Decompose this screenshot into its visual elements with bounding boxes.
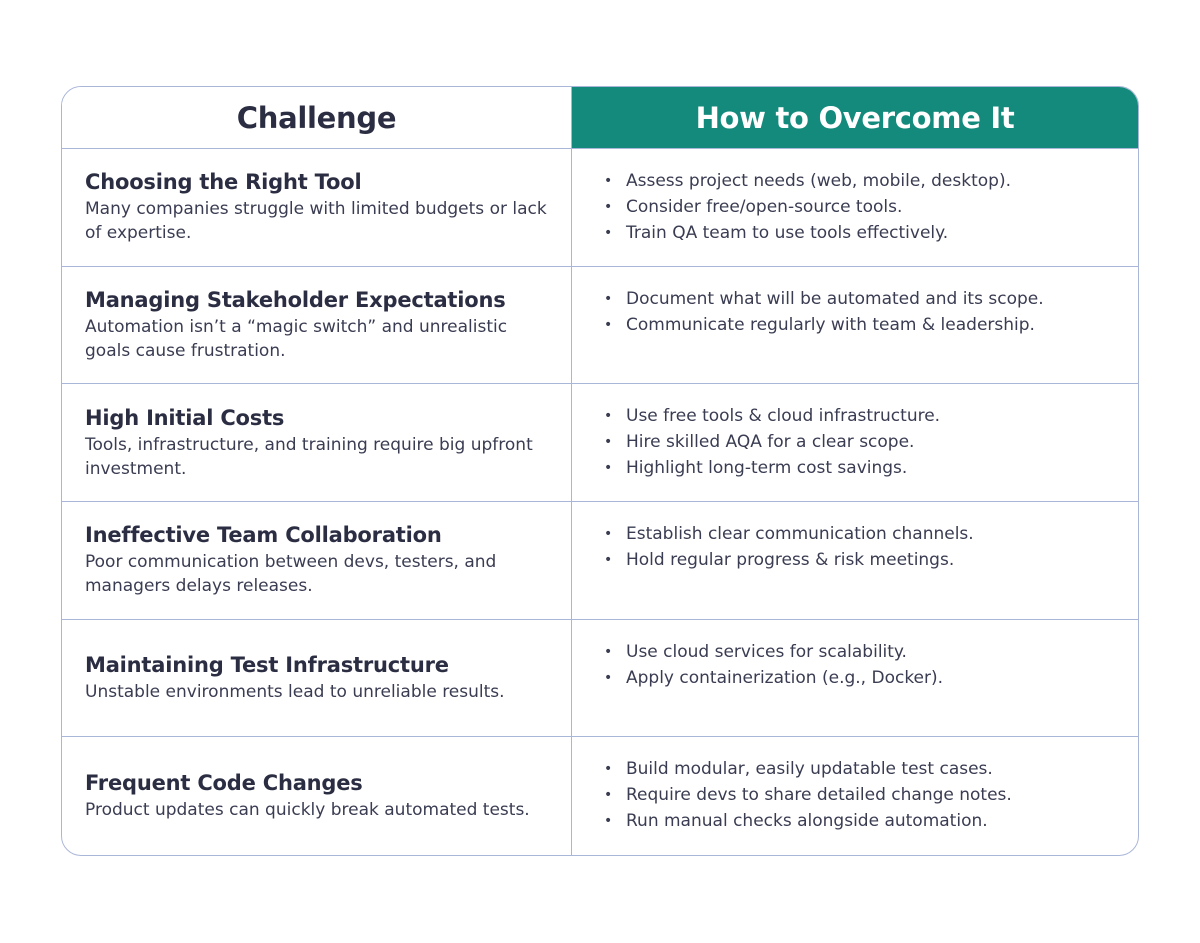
solution-item	[604, 455, 1118, 481]
challenge-title: High Initial Costs	[85, 405, 285, 430]
solution-list	[604, 521, 1118, 573]
solution-item	[604, 639, 1118, 665]
challenge-cell	[62, 149, 572, 267]
bullet-icon: •	[604, 434, 613, 451]
solution-item	[604, 168, 1118, 194]
solution-text: Require devs to share detailed change notes.	[626, 785, 1012, 806]
solution-list	[604, 639, 1118, 691]
challenge-description: Automation isn’t a “magic switch” and unrealistic goals cause frustration.	[85, 316, 508, 361]
challenge-cell	[62, 384, 572, 502]
challenge-cell	[62, 502, 572, 620]
solution-list	[604, 403, 1118, 481]
solution-text: Highlight long-term cost savings.	[626, 458, 908, 479]
solution-item	[604, 782, 1118, 808]
challenge-description: Many companies struggle with limited budgets or lack of expertise.	[85, 199, 547, 244]
bullet-icon: •	[604, 643, 613, 660]
bullet-icon: •	[604, 813, 613, 830]
solution-cell	[572, 502, 1138, 620]
solution-item	[604, 547, 1118, 573]
challenge-description: Product updates can quickly break automated tests.	[85, 800, 530, 821]
solution-item	[604, 286, 1118, 312]
challenge-description: Poor communication between devs, testers, and managers delays releases.	[85, 552, 497, 597]
challenge-title: Choosing the Right Tool	[85, 170, 362, 195]
solution-text: Assess project needs (web, mobile, desktop).	[626, 171, 1011, 191]
solution-cell	[572, 384, 1138, 502]
bullet-icon: •	[604, 669, 613, 686]
column-header-solution: How to Overcome It	[572, 87, 1138, 149]
challenge-cell	[62, 737, 572, 855]
solution-item	[604, 665, 1118, 691]
challenge-title: Managing Stakeholder Expectations	[85, 287, 506, 312]
solution-item	[604, 429, 1118, 455]
solution-cell	[572, 267, 1138, 385]
column-header-challenge: Challenge	[62, 87, 572, 149]
bullet-icon: •	[604, 408, 613, 425]
solution-item	[604, 403, 1118, 429]
bullet-icon: •	[604, 225, 613, 241]
solution-list	[604, 168, 1118, 246]
solution-list	[604, 756, 1118, 834]
challenge-title: Ineffective Team Collaboration	[85, 523, 442, 548]
solution-cell	[572, 620, 1138, 738]
solution-text: Consider free/open-source tools.	[626, 197, 903, 217]
solution-item	[604, 808, 1118, 834]
solution-item	[604, 521, 1118, 547]
challenge-cell	[62, 267, 572, 385]
bullet-icon: •	[604, 525, 613, 542]
solution-cell	[572, 149, 1138, 267]
bullet-icon: •	[604, 316, 613, 333]
solution-text: Establish clear communication channels.	[626, 523, 974, 544]
solution-text: Use free tools & cloud infrastructure.	[626, 406, 941, 427]
challenge-title: Maintaining Test Infrastructure	[85, 652, 449, 677]
solution-text: Communicate regularly with team & leadership.	[626, 314, 1035, 335]
solution-text: Document what will be automated and its scope.	[626, 288, 1044, 309]
solution-item	[604, 756, 1118, 782]
challenge-description: Unstable environments lead to unreliable results.	[85, 681, 505, 702]
bullet-icon: •	[604, 551, 613, 568]
solution-item	[604, 220, 1118, 246]
solution-list	[604, 286, 1118, 338]
bullet-icon: •	[604, 787, 613, 804]
solution-text: Hold regular progress & risk meetings.	[626, 549, 955, 570]
bullet-icon: •	[604, 173, 613, 189]
challenge-description: Tools, infrastructure, and training require big upfront investment.	[85, 434, 533, 479]
challenge-cell	[62, 620, 572, 738]
solution-text: Build modular, easily updatable test cases.	[626, 759, 993, 780]
solution-text: Use cloud services for scalability.	[626, 641, 907, 662]
solution-item	[604, 194, 1118, 220]
challenges-table	[61, 86, 1139, 856]
solution-text: Hire skilled AQA for a clear scope.	[626, 432, 915, 453]
solution-item	[604, 312, 1118, 338]
challenge-title: Frequent Code Changes	[85, 771, 363, 796]
solution-text: Run manual checks alongside automation.	[626, 811, 988, 832]
bullet-icon: •	[604, 460, 613, 477]
bullet-icon: •	[604, 761, 613, 778]
solution-cell	[572, 737, 1138, 855]
solution-text: Apply containerization (e.g., Docker).	[626, 667, 944, 688]
bullet-icon: •	[604, 290, 613, 307]
bullet-icon: •	[604, 199, 613, 215]
solution-text: Train QA team to use tools effectively.	[626, 223, 949, 243]
